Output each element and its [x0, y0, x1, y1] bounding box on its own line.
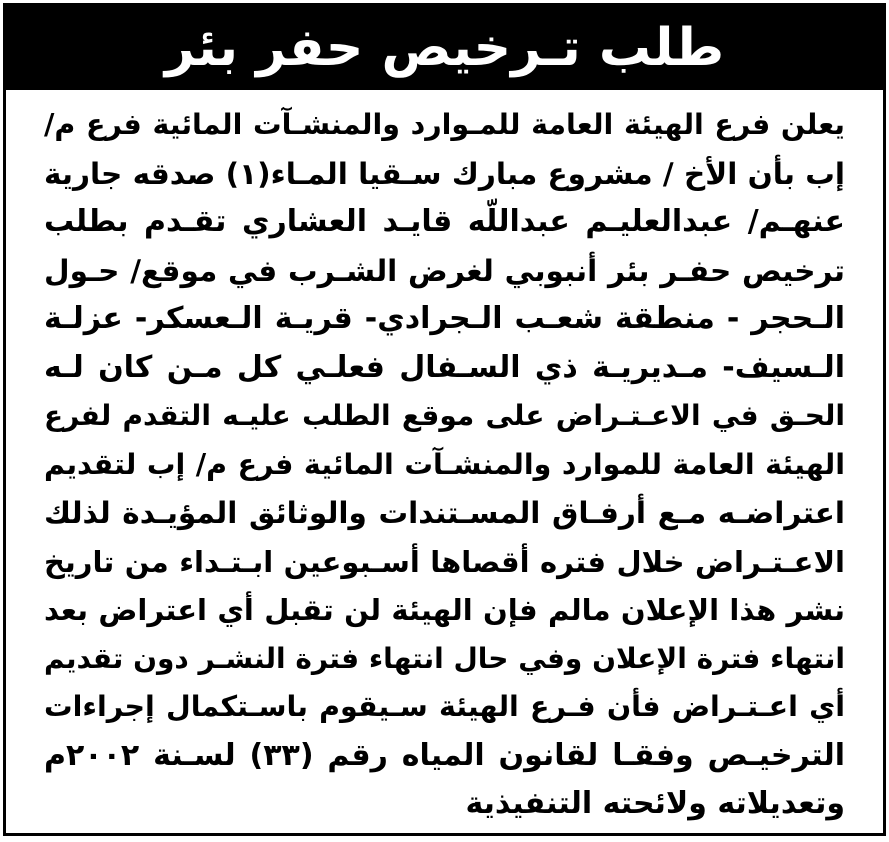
notice-title: طلب تـرخيص حفر بئر — [164, 18, 725, 78]
body-line: اعتراضـه مـع أرفـاق المسـتندات والوثائق المؤيـدة لذلك — [44, 496, 845, 530]
body-line: ترخيص حفـر بئر أنبوبي لغرض الشـرب في موقع/ حـول — [44, 253, 845, 288]
body-line: يعلن فرع الهيئة العامة للمـوارد والمنشـآت المائية فرع م/ — [44, 108, 845, 141]
body-line: انتهاء فترة الإعلان وفي حال انتهاء فترة النشـر دون تقديم — [44, 641, 845, 675]
body-line: الـسيف- مـديريـة ذي السـفال فعلـي كل مـن كان لـه — [44, 349, 845, 385]
notice-frame — [3, 3, 886, 836]
body-line: عنهـم/ عبدالعليـم عبداللّه قايـد العشاري تقـدم بطلب — [44, 204, 845, 239]
title-banner — [6, 6, 883, 90]
body-line-last: وتعديلاته ولائحته التنفيذية — [465, 786, 845, 821]
body-line: الـحجر - منطقة شعـب الـجرادي- قريـة الـعسكر- عزلـة — [44, 301, 845, 336]
body-line: نشر هذا الإعلان مالم فإن الهيئة لن تقبل أي اعتراض بعد — [44, 593, 845, 627]
body-line: الحـق في الاعـتـراض على موقع الطلب عليـه التقدم لفرع — [44, 399, 845, 432]
body-line: الاعـتـراض خلال فتره أقصاها أسـبوعين ابـتـداء من تاريخ — [44, 544, 845, 579]
notice-body — [44, 101, 845, 829]
body-line: إب بأن الأخ / مشروع مبارك سـقيا المـاء(١) صدقه جارية — [44, 156, 845, 191]
body-line: الهيئة العامة للموارد والمنشـآت المائية فرع م/ إب لتقديم — [44, 447, 845, 481]
body-line: أي اعـتـراض فأن فـرع الهيئة سـيقوم باسـتكمال إجراءات — [44, 690, 845, 723]
body-line: الترخيـص وفقـا لقانون المياه رقم (٣٣) لسـنة ٢٠٠٢م — [44, 737, 845, 773]
